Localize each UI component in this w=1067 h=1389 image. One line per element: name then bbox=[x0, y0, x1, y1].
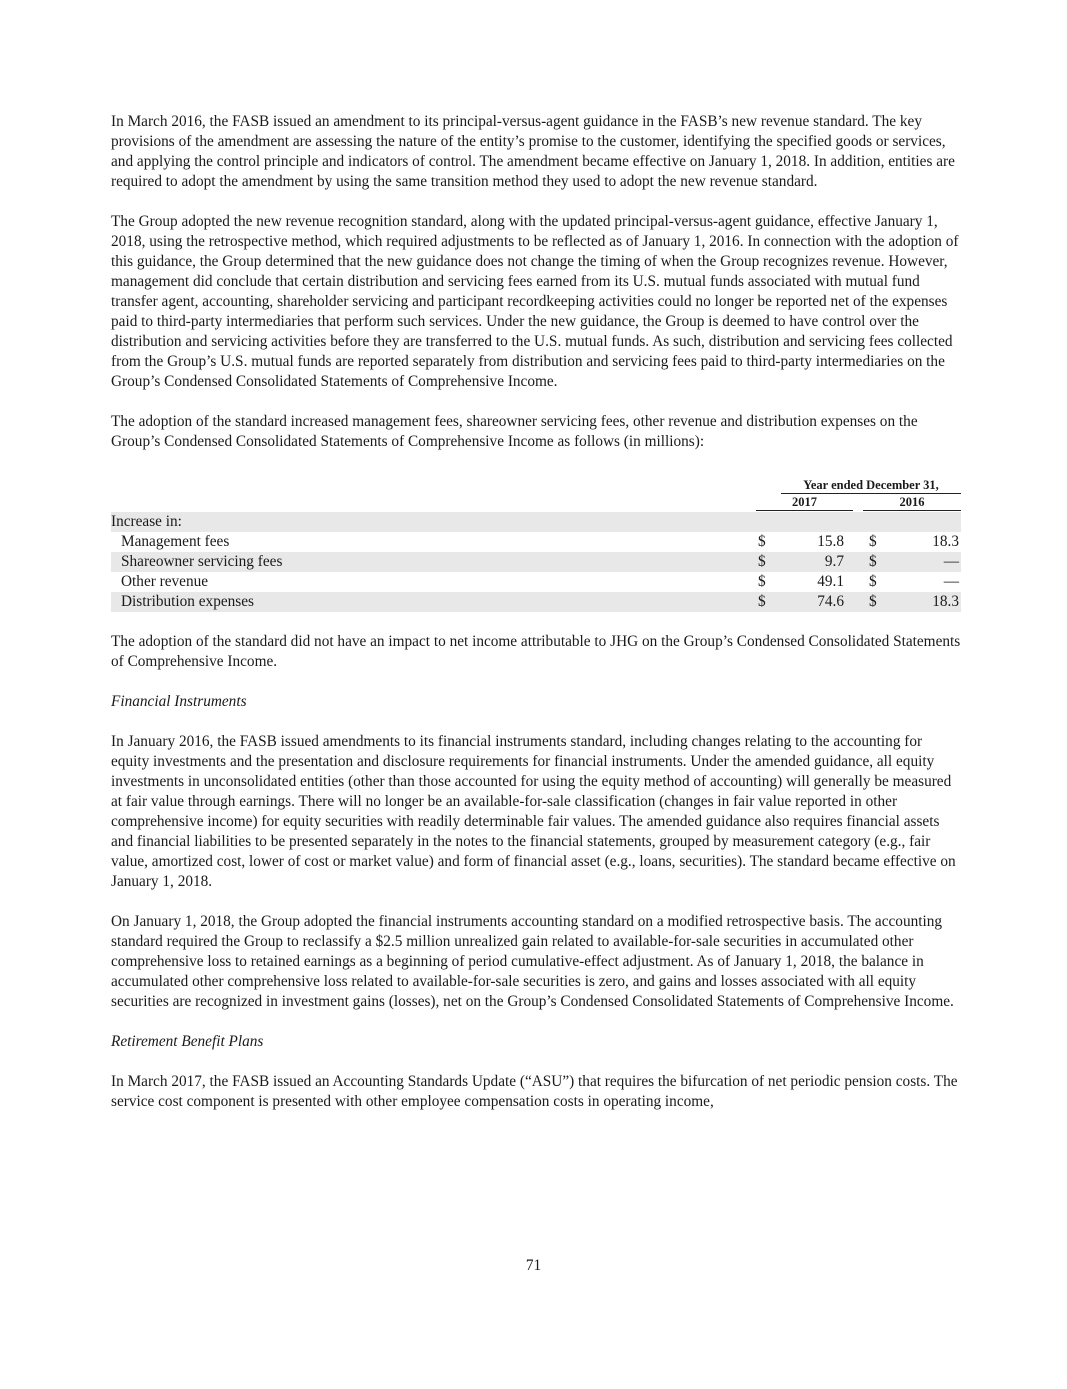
revenue-adoption-table bbox=[111, 472, 961, 612]
table-row bbox=[111, 592, 961, 612]
currency-symbol: $ bbox=[869, 573, 877, 590]
paragraph-principal-agent: In March 2016, the FASB issued an amendment to its principal-versus-agent guidance in the FASB’s new revenue standard. The key provisions of the amendment are assessing the nature of the entity’s promise to the customer, identifying the specified goods or services, and applying the control principle and indicators of control. The amendment became effective on January 1, 2018. In addition, entities are required to adopt the amendment by using the same transition method they used to adopt the new revenue standard. bbox=[111, 113, 955, 190]
row-label: Shareowner servicing fees bbox=[121, 553, 283, 570]
row-label: Management fees bbox=[121, 533, 230, 550]
page-number: 71 bbox=[525, 1257, 542, 1274]
paragraph-financial-instruments: In January 2016, the FASB issued amendments to its financial instruments standard, including changes relating to the accounting for equity investments and the presentation and disclosure requirements for financial instruments. Under the amended guidance, all equity investments in unconsolidated entities (other than those accounted for using the equity method of accounting) will generally be measured at fair value through earnings. There will no longer be an available-for-sale classification (changes in fair value reported in other comprehensive income) for equity securities with readily determinable fair values. The amended guidance also requires financial assets and financial liabilities to be presented separately in the notes to the financial statements, grouped by measurement category (e.g., fair value, amortized cost, lower of cost or market value) and form of financial asset (e.g., loans, securities). The standard became effective on January 1, 2018. bbox=[111, 733, 956, 890]
currency-symbol: $ bbox=[869, 553, 877, 570]
currency-symbol: $ bbox=[869, 533, 877, 550]
heading-financial-instruments: Financial Instruments bbox=[111, 693, 247, 710]
row-label: Other revenue bbox=[121, 573, 209, 590]
table-row bbox=[111, 552, 961, 572]
row-label: Distribution expenses bbox=[121, 593, 254, 610]
section-label: Increase in: bbox=[111, 513, 182, 530]
currency-symbol: $ bbox=[758, 533, 766, 550]
header-2017: 2017 bbox=[756, 495, 853, 511]
header-year-ended: Year ended December 31, bbox=[781, 478, 961, 494]
value-2017: 9.7 bbox=[824, 553, 844, 570]
currency-symbol: $ bbox=[869, 593, 877, 610]
paragraph-no-impact: The adoption of the standard did not have an impact to net income attributable to JHG on the Group’s Condensed Consolidated Statements of Comprehensive Income. bbox=[111, 633, 961, 670]
paragraph-retirement: In March 2017, the FASB issued an Accounting Standards Update (“ASU”) that requires the bifurcation of net periodic pension costs. The service cost component is presented with other employee compensation costs in operating income, bbox=[111, 1073, 958, 1110]
value-2016: 18.3 bbox=[932, 533, 959, 550]
heading-retirement-benefit-plans: Retirement Benefit Plans bbox=[111, 1033, 264, 1050]
value-2017: 15.8 bbox=[817, 533, 844, 550]
currency-symbol: $ bbox=[758, 593, 766, 610]
currency-symbol: $ bbox=[758, 573, 766, 590]
value-2017: 49.1 bbox=[817, 573, 844, 590]
value-2017: 74.6 bbox=[817, 593, 844, 610]
paragraph-financial-adoption: On January 1, 2018, the Group adopted the financial instruments accounting standard on a modified retrospective basis. The accounting standard required the Group to reclassify a $2.5 million unrealized gain related to available-for-sale securities in accumulated other comprehensive loss to retained earnings as a beginning of period cumulative-effect adjustment. As of January 1, 2018, the balance in accumulated other comprehensive loss related to available-for-sale securities is zero, and gains and losses associated with all equity securities are recognized in investment gains (losses), net on the Group’s Condensed Consolidated Statements of Comprehensive Income. bbox=[111, 913, 954, 1010]
table-header bbox=[111, 472, 961, 512]
document-page bbox=[111, 112, 961, 1112]
paragraph-adoption-effect: The adoption of the standard increased management fees, shareowner servicing fees, other revenue and distribution expenses on the Group’s Condensed Consolidated Statements of Comprehensive Income as follows (in millions): bbox=[111, 413, 918, 450]
value-2016: 18.3 bbox=[932, 593, 959, 610]
paragraph-adoption: The Group adopted the new revenue recognition standard, along with the updated principal-versus-agent guidance, effective January 1, 2018, using the retrospective method, which required adjustments to be reflected as of January 1, 2016. In connection with the adoption of this guidance, the Group determined that the new guidance does not change the timing of when the Group recognizes revenue. However, management did conclude that certain distribution and servicing fees earned from its U.S. mutual funds associated with mutual fund transfer agent, accounting, shareholder servicing and participant recordkeeping activities could no longer be reported net of the expenses paid to third-party intermediaries that perform such services. Under the new guidance, the Group is deemed to have control over the distribution and servicing activities before they are transferred to the U.S. mutual funds. As such, distribution and servicing fees collected from the Group’s U.S. mutual funds are reported separately from distribution and servicing fees paid to third-party intermediaries on the Group’s Condensed Consolidated Statements of Comprehensive Income. bbox=[111, 213, 959, 390]
value-2016: — bbox=[943, 553, 959, 570]
currency-symbol: $ bbox=[758, 553, 766, 570]
table-row bbox=[111, 572, 961, 592]
value-2016: — bbox=[943, 573, 959, 590]
table-row bbox=[111, 532, 961, 552]
table-section-row bbox=[111, 512, 961, 532]
header-2016: 2016 bbox=[863, 495, 961, 511]
